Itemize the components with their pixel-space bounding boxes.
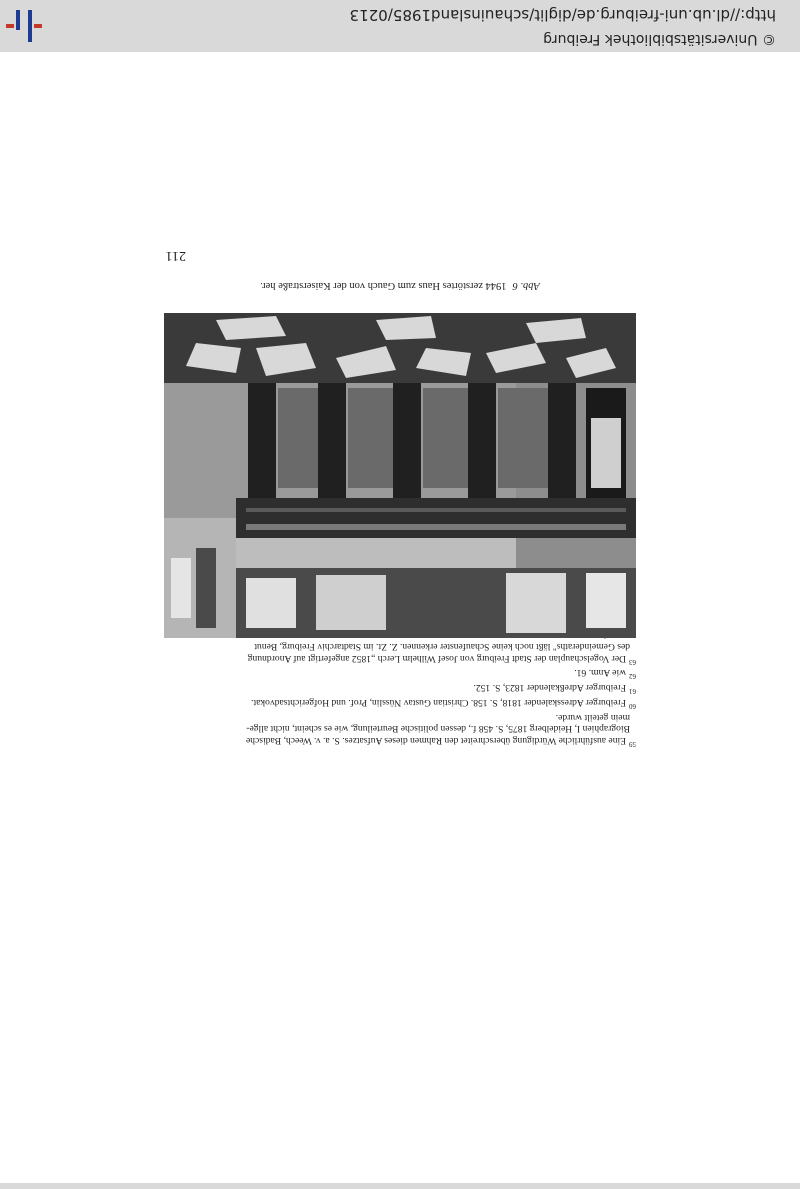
footnote-text: Der Vogelschauplan der Stadt Freiburg von Josef Wilhelm Lerch „1852 angefertigt auf Anordnung	[247, 652, 626, 664]
footnote-text: Eine ausführliche Würdigung überschreitet den Rahmen dieses Aufsatzes. S. a. v. Weech, Badische	[245, 734, 626, 746]
figure-caption-text: 1944 zerstörtes Haus zum Gauch von der Kaiserstraße her.	[260, 280, 507, 291]
footnote-text: wie Anm. 61.	[574, 667, 626, 679]
header-bar	[0, 0, 800, 52]
footnote-text: Freiburger Adresskalender 1818, S. 158. Christian Gustav Nüsslin, Prof. und Hofgerichtsadvokat.	[251, 696, 626, 708]
footnote-line	[160, 681, 636, 696]
footnote-line	[160, 667, 636, 682]
footnote-number: 61	[629, 687, 636, 696]
footnote-number: 63	[629, 657, 636, 666]
building-ruins-photo	[164, 313, 636, 638]
footnote-text: des Gemeinderaths" läßt noch keine Schaufenster erkennen. Z. Zt. im Stadtarchiv Freiburg, Benut	[254, 640, 630, 652]
footnote-line	[160, 640, 636, 652]
footnote-line	[160, 711, 636, 723]
footnote-text: Freiburger Adreßkalender 1823, S. 152.	[473, 682, 626, 694]
figure-label: Abb. 6	[512, 280, 540, 291]
university-logo-icon	[6, 8, 42, 44]
footnote-number: 60	[629, 702, 636, 711]
footnote-number: 62	[629, 672, 636, 681]
footnote-line	[160, 652, 636, 667]
document-url-link[interactable]: http://dl.ub.uni-freiburg.de/diglit/schauinsland1985/0213	[349, 6, 776, 24]
page-number: 211	[165, 248, 186, 263]
figure-caption	[160, 280, 640, 291]
footnote-line	[160, 734, 636, 749]
footnote-text: Biographien I, Heidelberg 1875, S. 458 f., dessen politische Beurteilung, wie es scheint, nicht allge-	[246, 723, 630, 735]
footnote-number: 59	[629, 740, 636, 748]
footnote-text: mein geteilt wurde.	[555, 711, 630, 723]
bottom-strip	[0, 1183, 800, 1189]
footnote-line	[160, 723, 636, 735]
footnote-line	[160, 696, 636, 711]
library-credit: © Universitätsbibliothek Freiburg	[543, 31, 776, 47]
